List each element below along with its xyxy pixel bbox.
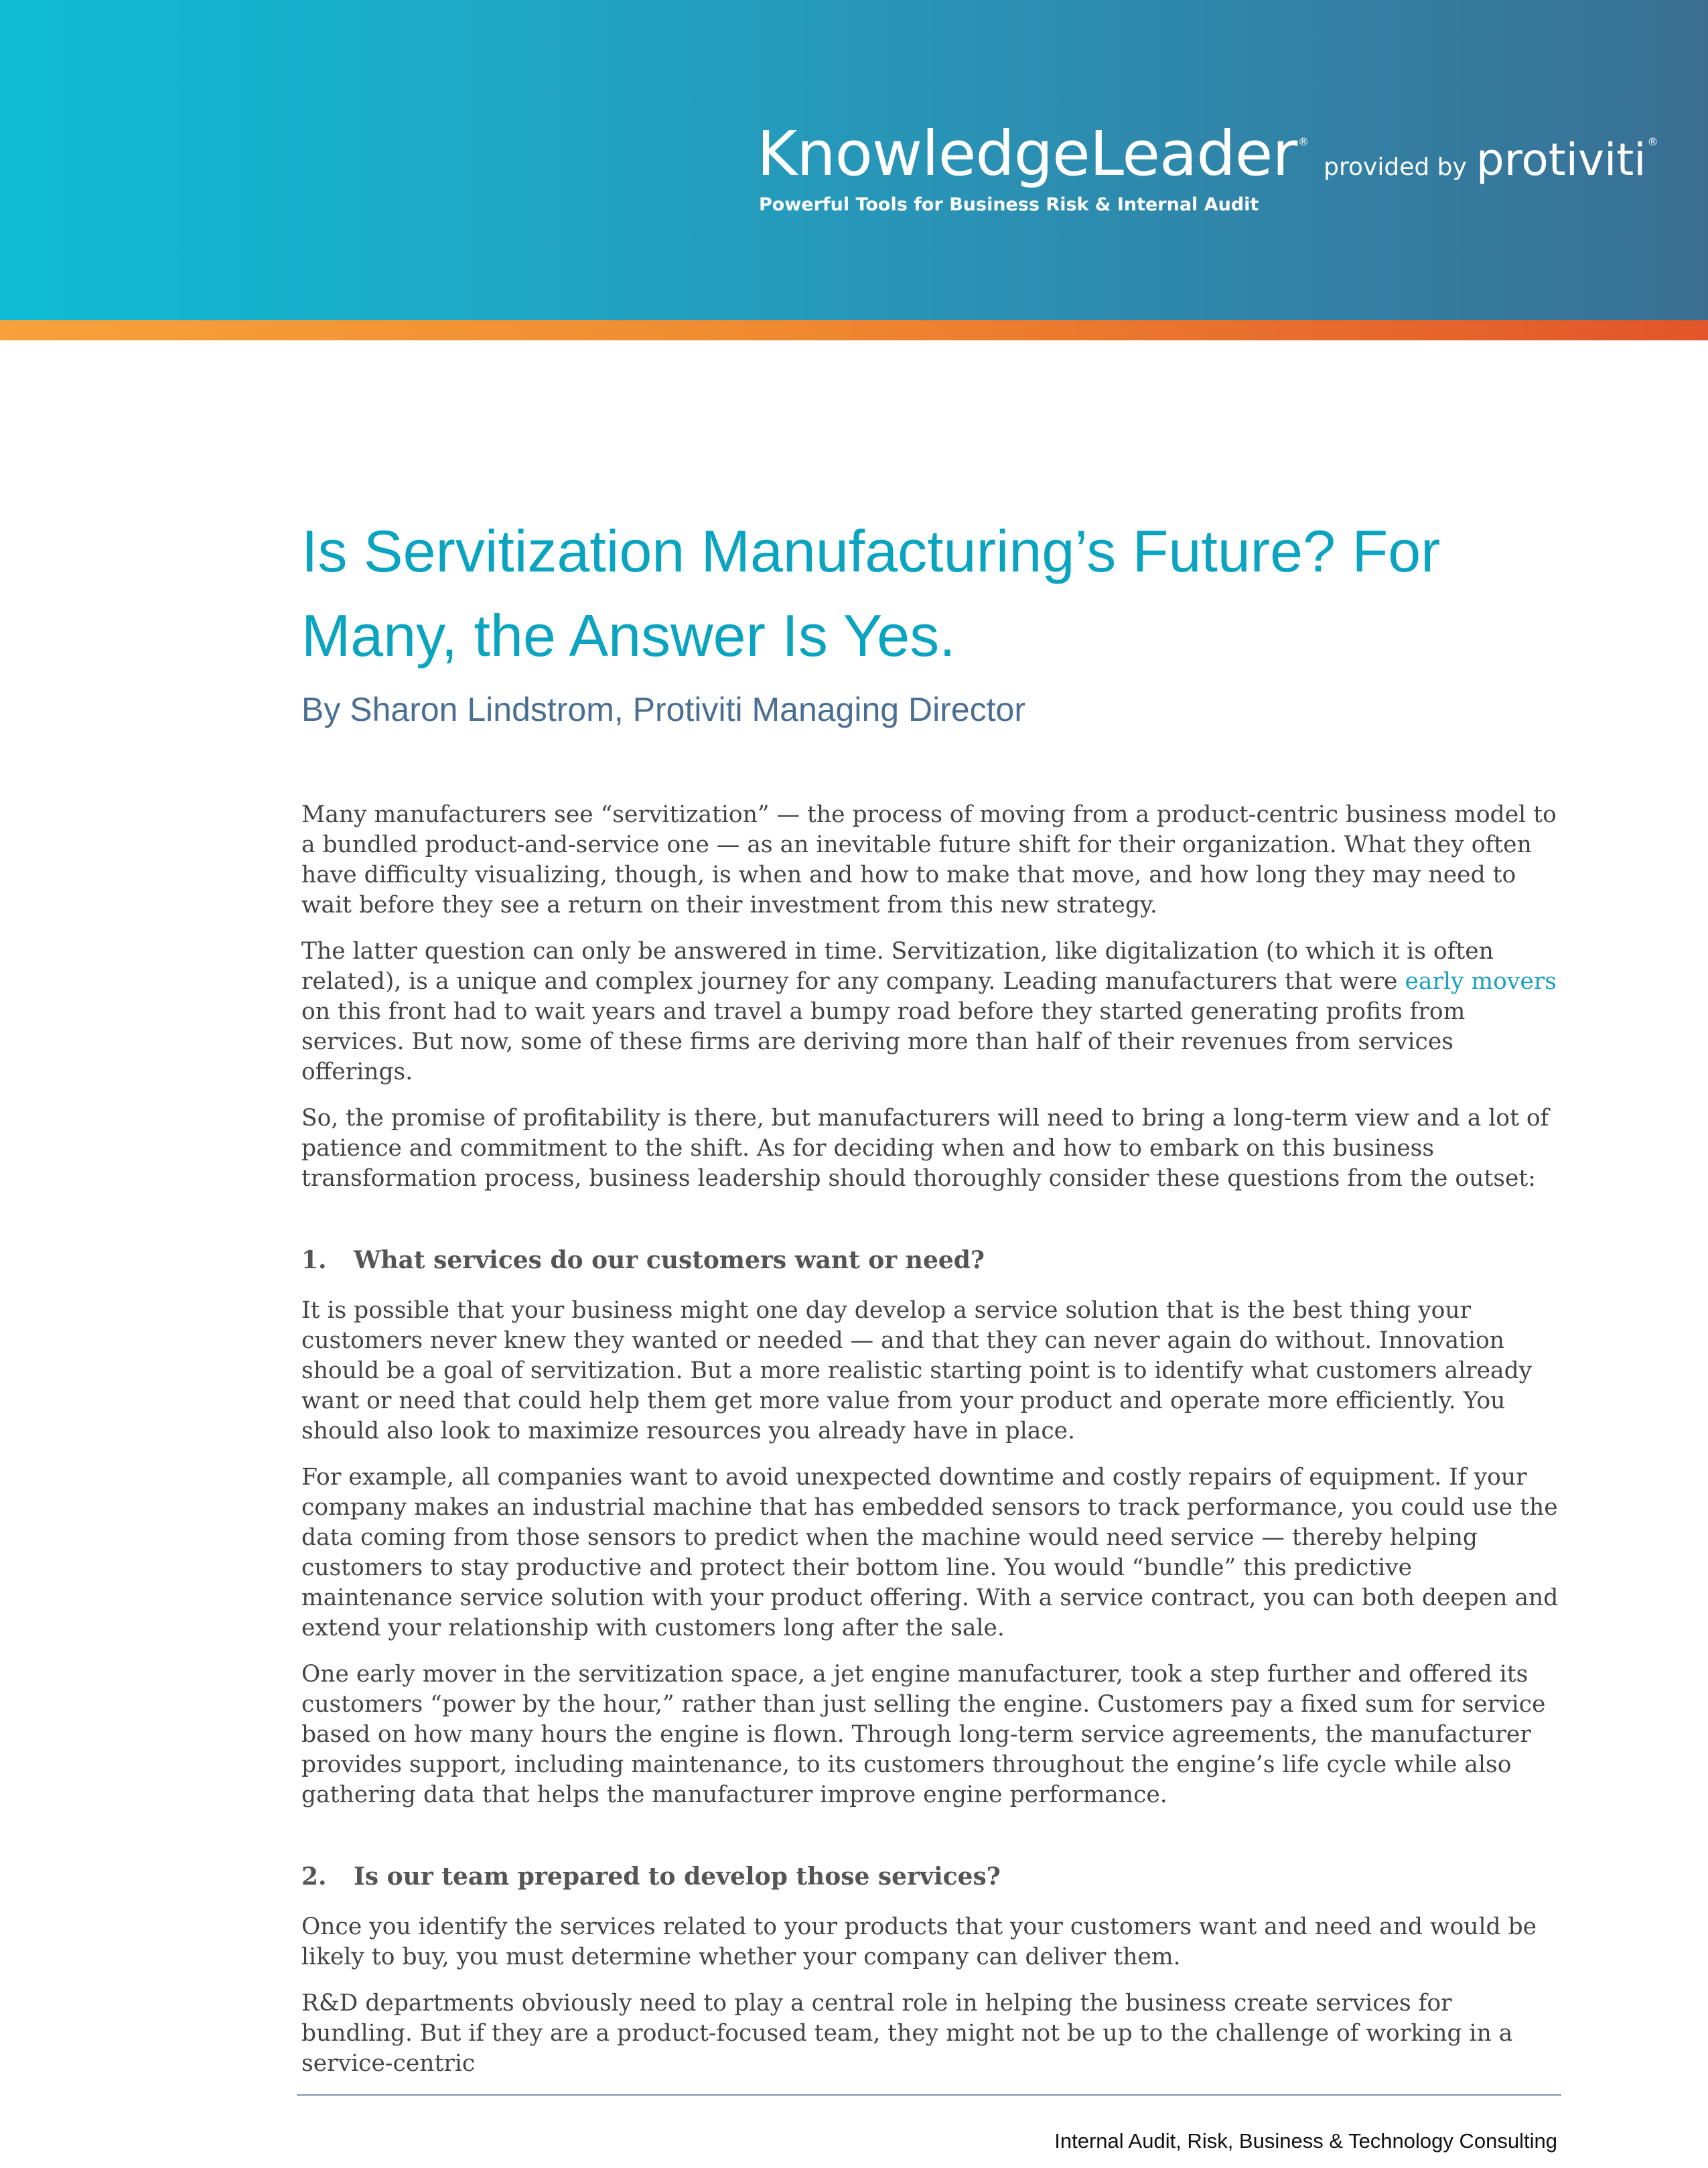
protiviti-logo: protiviti bbox=[1476, 134, 1646, 186]
brand-name: KnowledgeLeader bbox=[757, 118, 1297, 190]
article-title: Is Servitization Manufacturing’s Future? For Many, the Answer Is Yes. bbox=[301, 518, 1441, 669]
section-2-number: 2. bbox=[301, 1862, 327, 1891]
intro-paragraph-2-end: on this front had to wait years and travel a bumpy road before they started generating profits from services. But now, some of these firms are deriving more than half of their revenues from services offerings. bbox=[301, 998, 1466, 1085]
section-2-heading-text: Is our team prepared to develop those services? bbox=[354, 1862, 1001, 1891]
section-1-paragraph-1: It is possible that your business might one day develop a service solution that is the best thing your customers never knew they wanted or needed — and that they can never again do without. Innovation should be a goal of servitization. But a more realistic starting point is to identify what customers already want or need that could help them get more value from your product and operate more efficiently. You should also look to maximize resources you already have in place. bbox=[301, 1297, 1533, 1444]
brand-tagline: Powerful Tools for Business Risk & Internal Audit bbox=[759, 194, 1259, 215]
section-1-number: 1. bbox=[301, 1246, 327, 1274]
header-banner bbox=[0, 0, 1708, 320]
early-movers-link[interactable]: early movers bbox=[1405, 968, 1557, 995]
header-accent-stripe bbox=[0, 320, 1708, 340]
intro-paragraph-2-start: The latter question can only be answered in time. Servitization, like digitalization (to which it is often related), is a unique and complex journey for any company. Leading manufacturers that were bbox=[301, 938, 1494, 995]
article bbox=[301, 509, 1561, 2095]
section-1-paragraph-2: For example, all companies want to avoid unexpected downtime and costly repairs of equipment. If your company makes an industrial machine that has embedded sensors to track performance, you could use the data coming from those sensors to predict when the machine would need service — thereby helping customers to stay productive and protect their bottom line. You would “bundle” this predictive maintenance service solution with your product offering. With a service contract, you can both deepen and extend your relationship with customers long after the sale. bbox=[301, 1464, 1559, 1641]
article-body bbox=[301, 800, 1561, 2079]
intro-paragraph-3: So, the promise of profitability is there, but manufacturers will need to bring a long-term view and a lot of patience and commitment to the shift. As for deciding when and how to embark on this business transformation process, business leadership should thoroughly consider these questions from the outset: bbox=[301, 1105, 1549, 1192]
section-1-heading bbox=[301, 1245, 1561, 1276]
section-2-heading bbox=[301, 1861, 1561, 1892]
intro-paragraph-2 bbox=[301, 937, 1561, 1087]
section-1-paragraph-3: One early mover in the servitization space, a jet engine manufacturer, took a step further and offered its customers “power by the hour,” rather than just selling the engine. Customers pay a fixed sum for service based on how many hours the engine is flown. Through long-term service agreements, the manufacturer provides support, including maintenance, to its customers throughout the engine’s life cycle while also gathering data that helps the manufacturer improve engine performance. bbox=[301, 1661, 1546, 1808]
section-1-heading-text: What services do our customers want or need? bbox=[354, 1246, 985, 1274]
company-registered-mark: ® bbox=[1647, 135, 1658, 148]
provided-by-text: provided by bbox=[1324, 153, 1467, 181]
footer-text: Internal Audit, Risk, Business & Technology Consulting bbox=[1054, 2129, 1557, 2153]
intro-paragraph-1: Many manufacturers see “servitization” — the process of moving from a product-centric business model to a bundled product-and-service one — as an inevitable future shift for their organization. What they often have difficulty visualizing, though, is when and how to make that move, and how long they may need to wait before they see a return on their investment from this new strategy. bbox=[301, 801, 1557, 919]
footer-divider bbox=[297, 2094, 1561, 2096]
section-2-paragraph-1: Once you identify the services related to your products that your customers want and need and would be likely to buy, you must determine whether your company can deliver them. bbox=[301, 1913, 1537, 1970]
section-2-paragraph-2: R&D departments obviously need to play a central role in helping the business create services for bundling. But if they are a product-focused team, they might not be up to the challenge of working in a service-centric bbox=[301, 1990, 1513, 2077]
registered-mark: ® bbox=[1298, 135, 1309, 148]
knowledgeleader-logo[interactable] bbox=[757, 118, 1658, 190]
article-byline: By Sharon Lindstrom, Protiviti Managing Director bbox=[301, 691, 1026, 728]
